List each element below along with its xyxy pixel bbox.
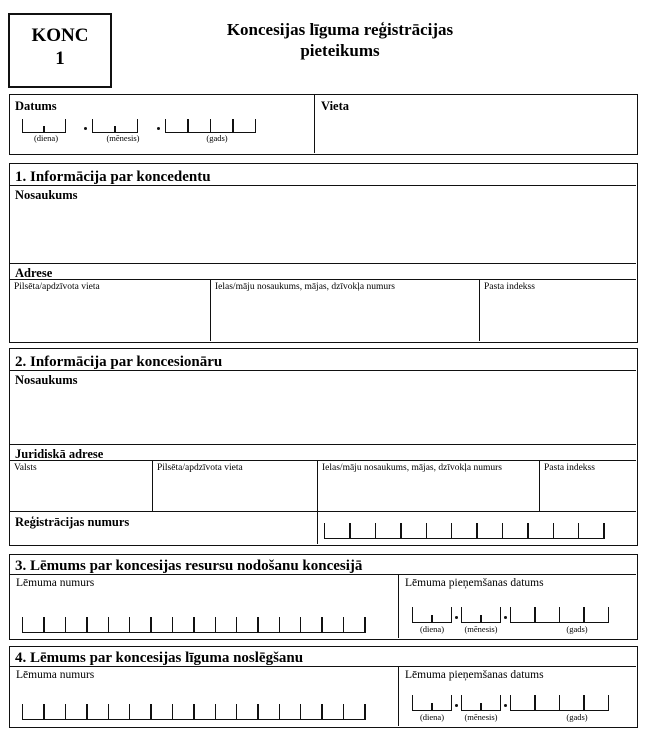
- vieta-field[interactable]: [316, 115, 636, 153]
- form-title-line2: pieteikums: [300, 41, 380, 60]
- form-title-line1: Koncesijas līguma reģistrācijas: [226, 20, 454, 39]
- section2-city-label: Pilsēta/apdzīvota vieta: [157, 463, 243, 473]
- section4-date-year-sublabel: (gads): [566, 712, 588, 722]
- section2-country-label: Valsts: [14, 463, 37, 473]
- section3-number-field[interactable]: [22, 615, 366, 633]
- form-code-line2: 1: [55, 48, 65, 69]
- section1-city-label: Pilsēta/apdzīvota vieta: [14, 282, 100, 292]
- section2-address-label: Juridiskā adrese: [15, 447, 104, 461]
- section2-postal-field[interactable]: [541, 475, 636, 510]
- section2-postal-label: Pasta indekss: [544, 463, 595, 473]
- section2-box: [9, 348, 638, 546]
- section1-address-label: Adrese: [15, 266, 53, 280]
- section4-number-label: Lēmuma numurs: [16, 669, 95, 681]
- form-code-box: [8, 13, 112, 88]
- section1-name-field[interactable]: [10, 202, 636, 262]
- section2-street-field[interactable]: [319, 475, 538, 510]
- section2-city-field[interactable]: [154, 475, 316, 510]
- section4-title: 4. Lēmums par koncesijas līguma noslēgšanu: [15, 650, 304, 666]
- section1-city-field[interactable]: [10, 294, 209, 340]
- header-box: [9, 94, 638, 155]
- section3-date-day-sublabel: (diena): [419, 624, 445, 634]
- section3-box: [9, 554, 638, 640]
- section3-date-label: Lēmuma pieņemšanas datums: [405, 577, 544, 589]
- section2-reg-number-field[interactable]: [324, 521, 605, 539]
- section4-box: [9, 646, 638, 728]
- section1-street-label: Ielas/māju nosaukums, mājas, dzīvokļa numurs: [215, 282, 395, 292]
- section2-street-label: Ielas/māju nosaukums, mājas, dzīvokļa numurs: [322, 463, 502, 473]
- section2-title: 2. Informācija par koncesionāru: [15, 354, 223, 370]
- section3-date-year-sublabel: (gads): [566, 624, 588, 634]
- section1-street-field[interactable]: [212, 294, 478, 340]
- header-date-day-sublabel: (diena): [33, 133, 59, 143]
- section1-name-label: Nosaukums: [15, 188, 78, 202]
- section1-postal-field[interactable]: [481, 294, 636, 340]
- form-code-line1: KONC: [31, 25, 89, 46]
- section4-date-month-sublabel: (mēnesis): [464, 712, 498, 722]
- section2-reg-label: Reģistrācijas numurs: [15, 515, 130, 529]
- section1-postal-label: Pasta indekss: [484, 282, 535, 292]
- section3-title: 3. Lēmums par koncesijas resursu nodošanu koncesijā: [15, 558, 363, 574]
- section4-date-day-sublabel: (diena): [419, 712, 445, 722]
- header-date-month-sublabel: (mēnesis): [106, 133, 140, 143]
- section3-number-label: Lēmuma numurs: [16, 577, 95, 589]
- section1-title: 1. Informācija par koncedentu: [15, 169, 211, 185]
- vieta-label: Vieta: [321, 99, 349, 113]
- section2-country-field[interactable]: [10, 475, 151, 510]
- section1-box: [9, 163, 638, 343]
- header-date-year-sublabel: (gads): [206, 133, 228, 143]
- section2-name-field[interactable]: [10, 387, 636, 443]
- section3-date-month-sublabel: (mēnesis): [464, 624, 498, 634]
- datums-label: Datums: [15, 99, 57, 113]
- section4-date-label: Lēmuma pieņemšanas datums: [405, 669, 544, 681]
- section4-number-field[interactable]: [22, 702, 366, 720]
- section2-name-label: Nosaukums: [15, 373, 78, 387]
